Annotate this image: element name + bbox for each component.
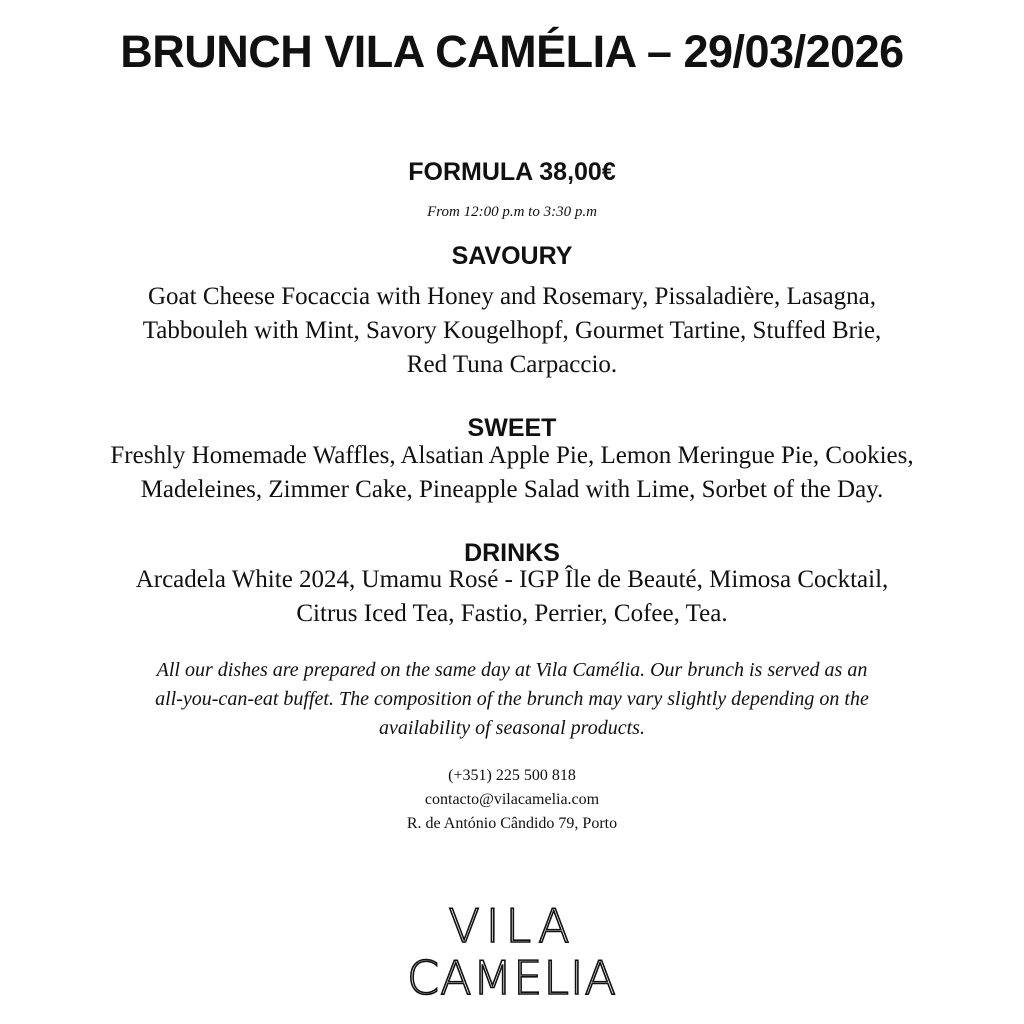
serving-hours: From 12:00 p.m to 3:30 p.m bbox=[427, 204, 597, 220]
savoury-line: Red Tuna Carpaccio. bbox=[406, 351, 618, 378]
logo-line-2: CAMELIA bbox=[406, 951, 618, 1000]
drinks-line: Citrus Iced Tea, Fastio, Perrier, Cofee, Tea. bbox=[296, 600, 728, 627]
page-title: BRUNCH VILA CAMÉLIA – 29/03/2026 bbox=[120, 26, 904, 77]
savoury-heading: SAVOURY bbox=[451, 242, 573, 270]
savoury-line: Tabbouleh with Mint, Savory Kougelhopf, Gourmet Tartine, Stuffed Brie, bbox=[142, 317, 882, 344]
note-line: all-you-can-eat buffet. The composition of the brunch may vary slightly depending on the bbox=[155, 688, 869, 710]
drinks-heading: DRINKS bbox=[464, 539, 560, 567]
contact-email: contacto@vilacamelia.com bbox=[424, 791, 600, 808]
sweet-heading: SWEET bbox=[467, 414, 557, 442]
sweet-line: Freshly Homemade Waffles, Alsatian Apple Pie, Lemon Meringue Pie, Cookies, bbox=[110, 442, 914, 469]
drinks-items bbox=[0, 563, 1024, 631]
logo-line-1: VILA bbox=[448, 900, 576, 953]
contact-phone: (+351) 225 500 818 bbox=[448, 767, 576, 784]
formula-price: FORMULA 38,00€ bbox=[408, 158, 616, 186]
contact-address: R. de António Cândido 79, Porto bbox=[406, 815, 618, 832]
note-line: availability of seasonal products. bbox=[379, 717, 645, 739]
drinks-line: Arcadela White 2024, Umamu Rosé - IGP Île de Beauté, Mimosa Cocktail, bbox=[135, 566, 889, 593]
savoury-line: Goat Cheese Focaccia with Honey and Rosemary, Pissaladière, Lasagna, bbox=[147, 283, 876, 310]
brunch-note bbox=[0, 656, 1024, 743]
sweet-line: Madeleines, Zimmer Cake, Pineapple Salad with Lime, Sorbet of the Day. bbox=[140, 476, 884, 503]
contact-block bbox=[0, 764, 1024, 836]
note-line: All our dishes are prepared on the same day at Vila Camélia. Our brunch is served as an bbox=[156, 659, 868, 681]
vila-camelia-logo bbox=[392, 900, 632, 1000]
savoury-items bbox=[0, 280, 1024, 382]
sweet-items bbox=[0, 439, 1024, 507]
